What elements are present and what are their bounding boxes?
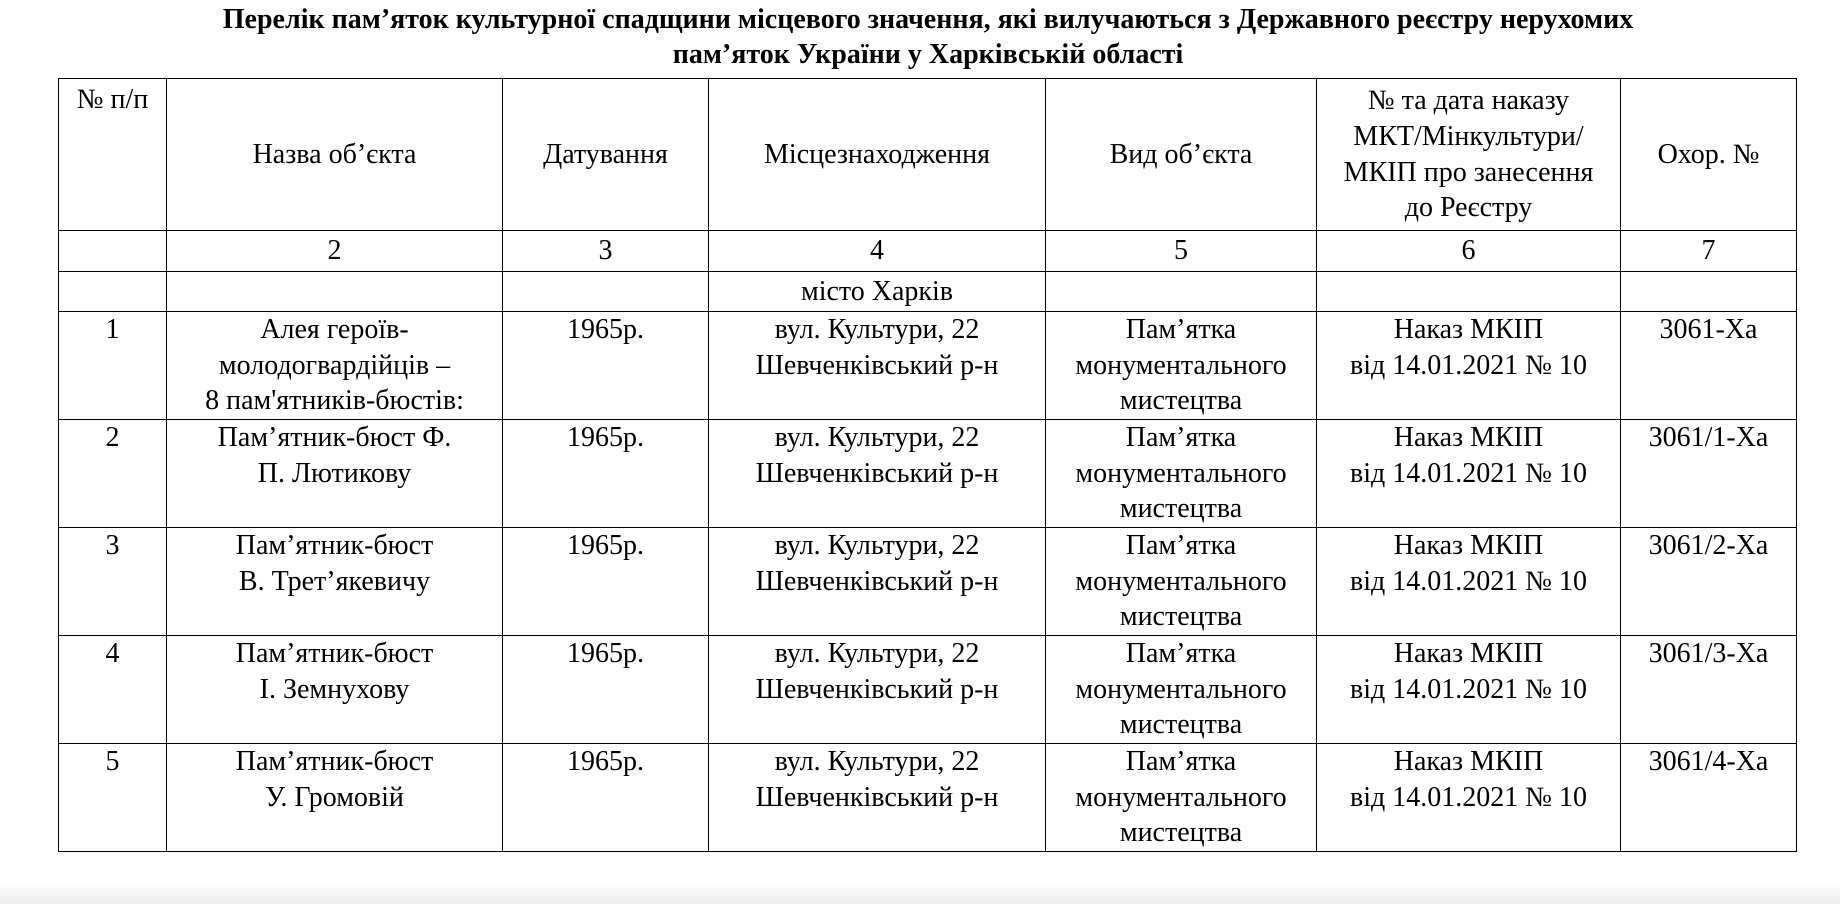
table-row bbox=[59, 636, 1797, 744]
table-row bbox=[59, 312, 1797, 420]
location-line: Шевченківський р-н bbox=[755, 565, 999, 597]
column-number-cell: 3 bbox=[503, 231, 709, 272]
empty-cell bbox=[1317, 272, 1621, 312]
object-type-line: Пам’ятка bbox=[1125, 530, 1237, 561]
dating: 1965р. bbox=[503, 420, 709, 528]
header-cell-date bbox=[503, 79, 709, 231]
order-reference bbox=[1317, 744, 1621, 852]
object-type-line: монументального bbox=[1075, 673, 1287, 705]
header-text: Датування bbox=[543, 138, 668, 170]
location bbox=[709, 312, 1046, 420]
object-name bbox=[167, 528, 503, 636]
order-reference bbox=[1317, 636, 1621, 744]
row-number: 2 bbox=[59, 420, 167, 528]
object-type-line: мистецтва bbox=[1119, 709, 1243, 741]
object-type-line: мистецтва bbox=[1119, 493, 1243, 525]
object-name bbox=[167, 312, 503, 420]
header-text: № та дата наказу bbox=[1367, 85, 1570, 117]
column-number-cell: 7 bbox=[1621, 231, 1797, 272]
city-section-row bbox=[59, 272, 1797, 312]
object-name-line: Алея героїв- bbox=[260, 314, 409, 345]
column-number-cell: 6 bbox=[1317, 231, 1621, 272]
order-line: від 14.01.2021 № 10 bbox=[1350, 457, 1587, 489]
order-line: Наказ МКІП bbox=[1393, 314, 1544, 345]
object-type-line: мистецтва bbox=[1119, 601, 1243, 633]
protection-number: 3061/2-Ха bbox=[1621, 528, 1797, 636]
object-name-line: І. Земнухову bbox=[259, 673, 410, 705]
object-name-line: Пам’ятник-бюст bbox=[235, 530, 434, 561]
location-line: Шевченківський р-н bbox=[755, 781, 999, 813]
page-bottom-shadow bbox=[0, 882, 1840, 904]
title-line-1: Перелік пам’яток культурної спадщини місцевого значення, які вилучаються з Державного реєстру нерухомих bbox=[222, 4, 1634, 35]
object-type-line: монументального bbox=[1075, 565, 1287, 597]
object-type-line: мистецтва bbox=[1119, 385, 1243, 417]
location bbox=[709, 528, 1046, 636]
order-line: Наказ МКІП bbox=[1393, 530, 1544, 561]
location-line: вул. Культури, 22 bbox=[774, 530, 980, 561]
protection-number: 3061/4-Ха bbox=[1621, 744, 1797, 852]
order-line: від 14.01.2021 № 10 bbox=[1350, 349, 1587, 381]
object-type-line: монументального bbox=[1075, 457, 1287, 489]
object-name-line: В. Трет’якевичу bbox=[238, 565, 431, 597]
object-name bbox=[167, 636, 503, 744]
location bbox=[709, 636, 1046, 744]
object-name-line: Пам’ятник-бюст Ф. bbox=[217, 422, 452, 453]
order-line: від 14.01.2021 № 10 bbox=[1350, 565, 1587, 597]
order-line: Наказ МКІП bbox=[1393, 422, 1544, 453]
header-text: Місцезнаходження bbox=[764, 138, 990, 170]
header-text: Вид об’єкта bbox=[1109, 138, 1253, 170]
empty-cell bbox=[59, 272, 167, 312]
column-number-cell bbox=[59, 231, 167, 272]
header-cell-name bbox=[167, 79, 503, 231]
object-type-line: Пам’ятка bbox=[1125, 638, 1237, 669]
object-type-line: монументального bbox=[1075, 349, 1287, 381]
object-type bbox=[1046, 636, 1317, 744]
order-line: Наказ МКІП bbox=[1393, 746, 1544, 777]
row-number: 1 bbox=[59, 312, 167, 420]
object-name-line: молодогвардійців – bbox=[218, 349, 451, 381]
order-line: від 14.01.2021 № 10 bbox=[1350, 781, 1587, 813]
location-line: вул. Культури, 22 bbox=[774, 746, 980, 777]
document-title bbox=[60, 2, 1796, 72]
order-reference bbox=[1317, 528, 1621, 636]
table-row bbox=[59, 744, 1797, 852]
object-type-line: Пам’ятка bbox=[1125, 746, 1237, 777]
column-number-cell: 4 bbox=[709, 231, 1046, 272]
header-row bbox=[59, 79, 1797, 231]
table-row bbox=[59, 420, 1797, 528]
object-name bbox=[167, 420, 503, 528]
header-text: Охор. № bbox=[1657, 138, 1760, 170]
column-number-cell: 2 bbox=[167, 231, 503, 272]
order-reference bbox=[1317, 420, 1621, 528]
city-label: місто Харків bbox=[709, 272, 1046, 312]
header-cell-num bbox=[59, 79, 167, 231]
object-type bbox=[1046, 744, 1317, 852]
empty-cell bbox=[167, 272, 503, 312]
dating: 1965р. bbox=[503, 528, 709, 636]
location-line: Шевченківський р-н bbox=[755, 349, 999, 381]
order-reference bbox=[1317, 312, 1621, 420]
object-type-line: Пам’ятка bbox=[1125, 314, 1237, 345]
order-line: від 14.01.2021 № 10 bbox=[1350, 673, 1587, 705]
object-name-line: 8 пам'ятників-бюстів: bbox=[205, 385, 464, 417]
object-type bbox=[1046, 420, 1317, 528]
empty-cell bbox=[503, 272, 709, 312]
location-line: Шевченківський р-н bbox=[755, 457, 999, 489]
location bbox=[709, 744, 1046, 852]
header-text: № п/п bbox=[76, 84, 149, 115]
object-name-line: П. Лютикову bbox=[257, 457, 412, 489]
header-text: до Реєстру bbox=[1404, 192, 1533, 224]
row-number: 4 bbox=[59, 636, 167, 744]
object-type bbox=[1046, 528, 1317, 636]
header-cell-type bbox=[1046, 79, 1317, 231]
protection-number: 3061/3-Ха bbox=[1621, 636, 1797, 744]
object-type-line: монументального bbox=[1075, 781, 1287, 813]
object-name-line: Пам’ятник-бюст bbox=[235, 746, 434, 777]
column-number-row bbox=[59, 231, 1797, 272]
row-number: 5 bbox=[59, 744, 167, 852]
dating: 1965р. bbox=[503, 744, 709, 852]
header-cell-location bbox=[709, 79, 1046, 231]
title-line-2: пам’яток України у Харківській області bbox=[672, 39, 1184, 70]
dating: 1965р. bbox=[503, 312, 709, 420]
row-number: 3 bbox=[59, 528, 167, 636]
heritage-registry-table bbox=[58, 78, 1797, 852]
location-line: вул. Культури, 22 bbox=[774, 314, 980, 345]
location-line: Шевченківський р-н bbox=[755, 673, 999, 705]
object-type bbox=[1046, 312, 1317, 420]
header-text: МКТ/Мінкультури/ bbox=[1353, 120, 1584, 152]
column-number-cell: 5 bbox=[1046, 231, 1317, 272]
dating: 1965р. bbox=[503, 636, 709, 744]
protection-number: 3061-Ха bbox=[1621, 312, 1797, 420]
header-cell-protection bbox=[1621, 79, 1797, 231]
order-line: Наказ МКІП bbox=[1393, 638, 1544, 669]
header-text: МКІП про занесення bbox=[1343, 156, 1594, 188]
empty-cell bbox=[1621, 272, 1797, 312]
location-line: вул. Культури, 22 bbox=[774, 422, 980, 453]
object-name-line: У. Громовій bbox=[265, 781, 404, 813]
table-row bbox=[59, 528, 1797, 636]
header-cell-order bbox=[1317, 79, 1621, 231]
object-type-line: мистецтва bbox=[1119, 817, 1243, 849]
protection-number: 3061/1-Ха bbox=[1621, 420, 1797, 528]
object-name-line: Пам’ятник-бюст bbox=[235, 638, 434, 669]
location bbox=[709, 420, 1046, 528]
location-line: вул. Культури, 22 bbox=[774, 638, 980, 669]
object-type-line: Пам’ятка bbox=[1125, 422, 1237, 453]
header-text: Назва об’єкта bbox=[252, 138, 417, 170]
object-name bbox=[167, 744, 503, 852]
empty-cell bbox=[1046, 272, 1317, 312]
